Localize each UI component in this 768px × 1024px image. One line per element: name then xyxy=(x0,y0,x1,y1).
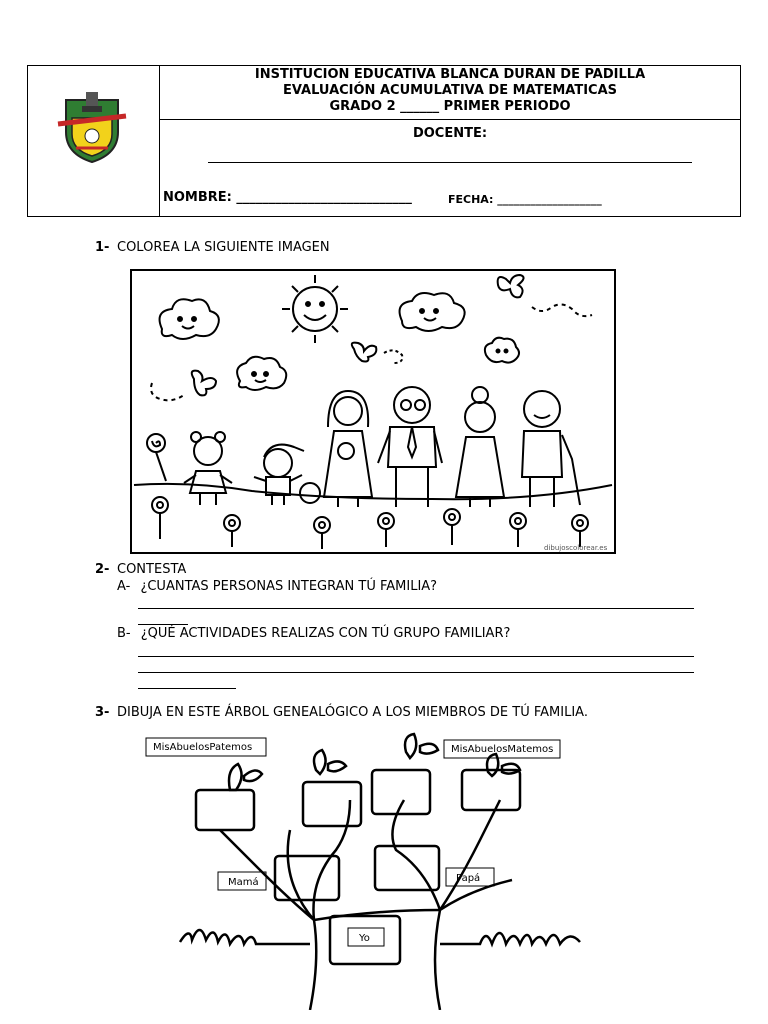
tree-box xyxy=(303,782,361,826)
label-maternal-grandparents: MisAbuelosMatemos xyxy=(451,744,554,755)
school-crest-icon xyxy=(52,88,132,168)
answer-line xyxy=(138,656,694,657)
answer-line xyxy=(138,672,694,673)
question-2b-label: B- xyxy=(117,626,131,641)
docente-line xyxy=(208,162,692,163)
question-2a-text: ¿CUANTAS PERSONAS INTEGRAN TÚ FAMILIA? xyxy=(140,579,438,594)
question-2-number: 2- xyxy=(95,562,110,577)
label-mom: Mamá xyxy=(228,877,259,888)
grade-period: GRADO 2 ______ PRIMER PERIODO xyxy=(329,99,571,114)
picture-watermark: dibujoscolorear.es xyxy=(544,544,608,552)
coloring-picture xyxy=(130,269,616,554)
butterfly-icon xyxy=(498,275,592,316)
family-tree-drawing xyxy=(140,730,610,1010)
father-figure xyxy=(378,387,442,507)
answer-line xyxy=(138,688,236,689)
girl-figure xyxy=(184,432,232,505)
label-dad: Papá xyxy=(456,873,481,884)
answer-line xyxy=(138,608,694,609)
question-3-text: DIBUJA EN ESTE ÁRBOL GENEALÓGICO A LOS MIEMBROS DE TÚ FAMILIA. xyxy=(117,705,588,720)
question-1 xyxy=(0,240,768,260)
cloud-icon xyxy=(160,299,219,339)
label-paternal-grandparents: MisAbuelosPatemos xyxy=(153,742,253,753)
nombre-label: NOMBRE: ___________________________ xyxy=(163,190,412,205)
lollipop-icon xyxy=(147,434,166,481)
evaluation-title: EVALUACIÓN ACUMULATIVA DE MATEMATICAS xyxy=(282,83,618,98)
flower-icon xyxy=(224,515,240,547)
question-2a-label: A- xyxy=(117,579,131,594)
question-3-number: 3- xyxy=(95,705,110,720)
grandmother-figure xyxy=(456,387,504,507)
flower-icon xyxy=(510,513,526,547)
title-cell xyxy=(160,66,740,120)
fecha-label: FECHA: ___________________ xyxy=(448,193,602,206)
cloud-icon xyxy=(485,338,519,363)
flower-icon xyxy=(572,515,588,547)
flower-icon xyxy=(378,513,394,547)
header-table xyxy=(27,65,741,217)
question-2a xyxy=(117,579,437,594)
butterfly-icon xyxy=(151,371,216,401)
grandfather-figure xyxy=(522,391,580,507)
butterfly-icon xyxy=(352,343,403,363)
sun-icon xyxy=(282,275,348,343)
tree-box xyxy=(375,846,439,890)
tree-box xyxy=(196,790,254,830)
mother-figure xyxy=(324,391,372,507)
flower-icon xyxy=(152,497,168,539)
answer-line xyxy=(138,624,188,625)
question-2b-text: ¿QUÉ ACTIVIDADES REALIZAS CON TÚ GRUPO FAMILIAR? xyxy=(140,626,511,641)
institution-title: INSTITUCION EDUCATIVA BLANCA DURAN DE PADILLA xyxy=(254,67,646,82)
cloud-icon xyxy=(400,293,465,331)
label-me: Yo xyxy=(359,933,370,944)
cloud-icon xyxy=(237,357,286,390)
question-2b xyxy=(117,626,510,641)
flower-icon xyxy=(444,509,460,545)
docente-label: DOCENTE: xyxy=(412,126,488,141)
logo-cell xyxy=(28,66,160,216)
flower-icon xyxy=(314,517,330,549)
question-1-number: 1- xyxy=(95,240,110,255)
question-3 xyxy=(0,705,768,725)
question-2-text: CONTESTA xyxy=(117,562,187,577)
question-1-text: COLOREA LA SIGUIENTE IMAGEN xyxy=(117,240,330,255)
